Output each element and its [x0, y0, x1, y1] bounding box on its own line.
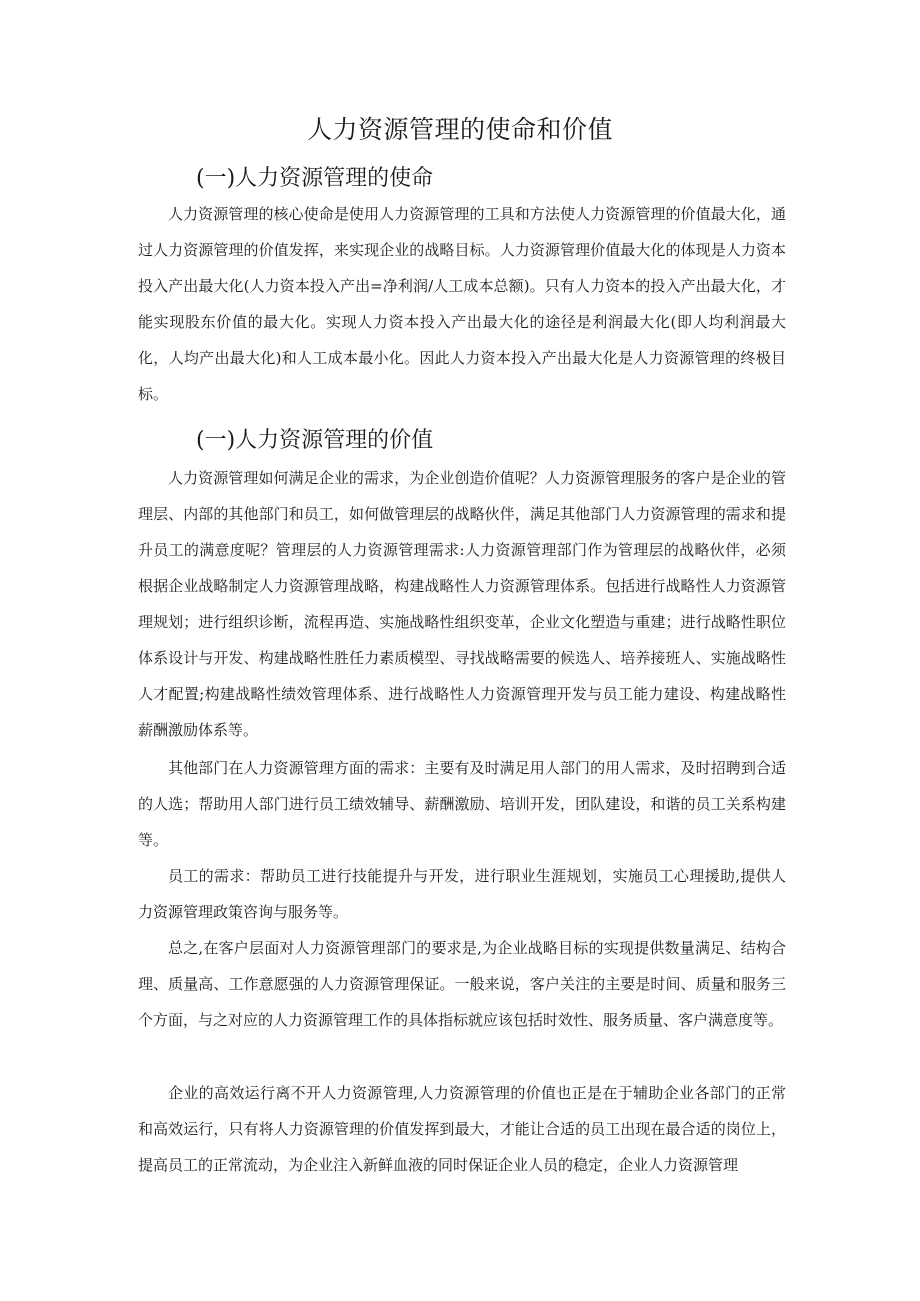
value-paragraph-employee-needs: 员工的需求：帮助员工进行技能提升与开发，进行职业生涯规划，实施员工心理援助,提供人力资源管理政策咨询与服务等。 — [138, 867, 786, 921]
document-title: 人力资源管理的使命和价值 — [306, 115, 613, 144]
section-heading-value: (一)人力资源管理的价值 — [196, 428, 434, 453]
value-paragraph-department-needs: 其他部门在人力资源管理方面的需求：主要有及时满足用人部门的用人需求，及时招聘到合适的人选；帮助用人部门进行员工绩效辅导、薪酬激励、培训开发，团队建设，和谐的员工关系构建等。 — [138, 759, 786, 849]
section-heading-mission: (一)人力资源管理的使命 — [196, 166, 434, 191]
mission-paragraph: 人力资源管理的核心使命是使用人力资源管理的工具和方法使人力资源管理的价值最大化，通过人力资源管理的价值发挥，来实现企业的战略目标。人力资源管理价值最大化的体现是人力资本投入产出最大化(人力资本投入产出=净利润/人工成本总额)。只有人力资本的投入产出最大化，才能实现股东价值的最大化。实现人力资本投入产出最大化的途径是利润最大化(即人均利润最大化，人均产出最大化)和人工成本最小化。因此人力资本投入产出最大化是人力资源管理的终极目标。 — [138, 205, 786, 403]
value-paragraph-summary: 总之,在客户层面对人力资源管理部门的要求是,为企业战略目标的实现提供数量满足、结构合理、质量高、工作意愿强的人力资源管理保证。一般来说，客户关注的主要是时间、质量和服务三个方面，与之对应的人力资源管理工作的具体指标就应该包括时效性、服务质量、客户满意度等。 — [138, 939, 786, 1029]
value-paragraph-efficiency: 企业的高效运行离不开人力资源管理,人力资源管理的价值也正是在于辅助企业各部门的正常和高效运行，只有将人力资源管理的价值发挥到最大，才能让合适的员工出现在最合适的岗位上，提高员工的正常流动，为企业注入新鲜血液的同时保证企业人员的稳定，企业人力资源管理 — [138, 1084, 786, 1174]
value-paragraph-management-needs: 人力资源管理如何满足企业的需求，为企业创造价值呢？人力资源管理服务的客户是企业的管理层、内部的其他部门和员工，如何做管理层的战略伙伴，满足其他部门人力资源管理的需求和提升员工的满意度呢？管理层的人力资源管理需求:人力资源管理部门作为管理层的战略伙伴，必须根据企业战略制定人力资源管理战略，构建战略性人力资源管理体系。包括进行战略性人力资源管理规划；进行组织诊断，流程再造、实施战略性组织变革，企业文化塑造与重建；进行战略性职位体系设计与开发、构建战略性胜任力素质模型、寻找战略需要的候选人、培养接班人、实施战略性人才配置;构建战略性绩效管理体系、进行战略性人力资源管理开发与员工能力建设、构建战略性薪酬激励体系等。 — [138, 469, 786, 739]
